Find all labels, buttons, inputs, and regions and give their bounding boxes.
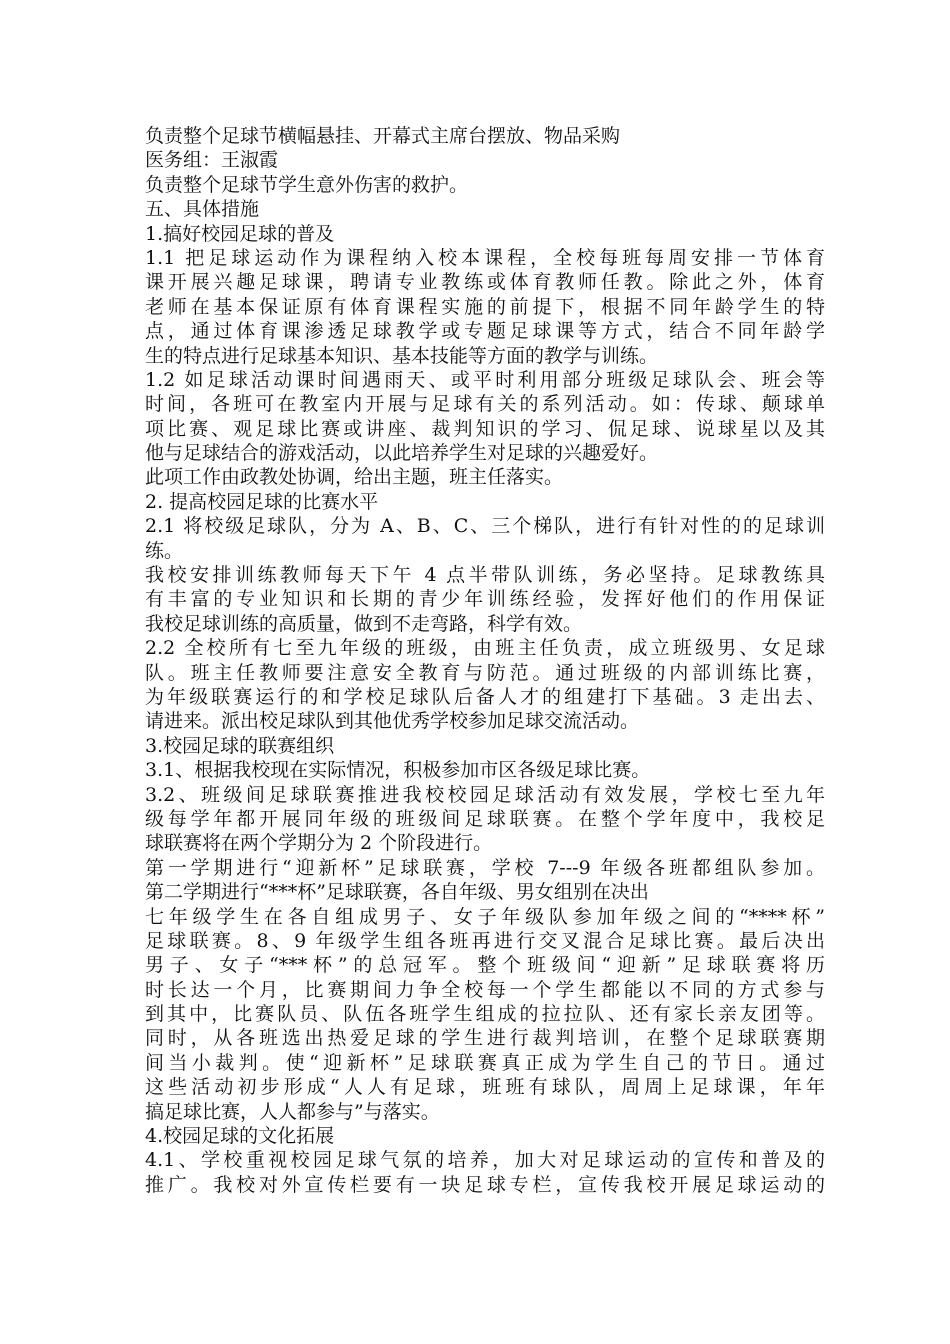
text-line: 负责整个足球节学生意外伤害的救护。 bbox=[145, 173, 469, 196]
text-line: 这些活动初步形成“人人有足球，班班有球队，周周上足球课，年年 bbox=[145, 1076, 825, 1099]
text-line: 3.1、根据我校现在实际情况，积极参加市区各级足球比赛。 bbox=[145, 759, 651, 782]
text-line: 时长达一个月，比赛期间力争全校每一个学生都能以不同的方式参与 bbox=[145, 978, 825, 1001]
text-line: 2. 提高校园足球的比赛水平 bbox=[145, 490, 379, 513]
text-line: 2.1 将校级足球队，分为 A、B、C、三个梯队，进行有针对性的的足球训 bbox=[145, 515, 825, 538]
text-line: 同时，从各班选出热爱足球的学生进行裁判培训，在整个足球联赛期 bbox=[145, 1027, 825, 1050]
text-line: 4.1、学校重视校园足球气氛的培养，加大对足球运动的宣传和普及的 bbox=[145, 1149, 825, 1172]
text-line: 项比赛、观足球比赛或讲座、裁判知识的学习、侃足球、说球星以及其 bbox=[145, 417, 825, 440]
text-line: 推广。我校对外宣传栏要有一块足球专栏，宣传我校开展足球运动的 bbox=[145, 1173, 825, 1196]
text-line: 医务组：王淑霞 bbox=[145, 149, 279, 172]
text-line: 老师在基本保证原有体育课程实施的前提下，根据不同年龄学生的特 bbox=[145, 295, 825, 318]
text-line: 为年级联赛运行的和学校足球队后备人才的组建打下基础。3 走出去、 bbox=[145, 685, 825, 708]
text-line: 队。班主任教师要注意安全教育与防范。通过班级的内部训练比赛， bbox=[145, 661, 825, 684]
text-line: 我校足球训练的高质量，做到不走弯路，科学有效。 bbox=[145, 612, 583, 635]
text-line: 此项工作由政教处协调，给出主题，班主任落实。 bbox=[145, 466, 564, 489]
text-line: 课开展兴趣足球课，聘请专业教练或体育教师任教。除此之外，体育 bbox=[145, 271, 825, 294]
text-line: 我校安排训练教师每天下午 4 点半带队训练，务必坚持。足球教练具 bbox=[145, 564, 825, 587]
text-line: 到其中，比赛队员、队伍各班学生组成的拉拉队、还有家长亲友团等。 bbox=[145, 1003, 825, 1026]
text-line: 1.搞好校园足球的普及 bbox=[145, 222, 335, 245]
text-line: 第一学期进行“迎新杯”足球联赛，学校 7---9 年级各班都组队参加。 bbox=[145, 856, 825, 879]
text-line: 足球联赛。8、9 年级学生组各班再进行交叉混合足球比赛。最后决出 bbox=[145, 929, 825, 952]
text-line: 七年级学生在各自组成男子、女子年级队参加年级之间的“****杯” bbox=[145, 905, 825, 928]
text-line: 1.2 如足球活动课时间遇雨天、或平时利用部分班级足球队会、班会等 bbox=[145, 368, 825, 391]
text-line: 第二学期进行“***杯”足球联赛，各自年级、男女组别在决出 bbox=[145, 881, 649, 904]
text-line: 生的特点进行足球基本知识、基本技能等方面的教学与训练。 bbox=[145, 344, 659, 367]
text-line: 球联赛将在两个学期分为 2 个阶段进行。 bbox=[145, 832, 493, 855]
text-line: 男子、女子“***杯”的总冠军。整个班级间“迎新”足球联赛将历 bbox=[145, 954, 825, 977]
text-line: 时间，各班可在教室内开展与足球有关的系列活动。如：传球、颠球单 bbox=[145, 393, 825, 416]
text-line: 级每学年都开展同年级的班级间足球联赛。在整个学年度中，我校足 bbox=[145, 807, 825, 830]
text-line: 3.2、班级间足球联赛推进我校校园足球活动有效发展，学校七至九年 bbox=[145, 783, 825, 806]
text-line: 2.2 全校所有七至九年级的班级，由班主任负责，成立班级男、女足球 bbox=[145, 637, 825, 660]
text-line: 点，通过体育课渗透足球教学或专题足球课等方式，结合不同年龄学 bbox=[145, 320, 825, 343]
text-line: 4.校园足球的文化拓展 bbox=[145, 1125, 335, 1148]
text-line: 负责整个足球节横幅悬挂、开幕式主席台摆放、物品采购 bbox=[145, 125, 621, 147]
text-line: 1.1 把足球运动作为课程纳入校本课程，全校每班每周安排一节体育 bbox=[145, 246, 825, 269]
text-line: 间当小裁判。使“迎新杯”足球联赛真正成为学生自己的节日。通过 bbox=[145, 1051, 825, 1074]
text-line: 他与足球结合的游戏活动，以此培养学生对足球的兴趣爱好。 bbox=[145, 442, 659, 465]
text-line: 搞足球比赛，人人都参与”与落实。 bbox=[145, 1100, 440, 1123]
text-line: 3.校园足球的联赛组织 bbox=[145, 734, 335, 757]
text-line: 有丰富的专业知识和长期的青少年训练经验，发挥好他们的作用保证 bbox=[145, 588, 825, 611]
text-line: 请进来。派出校足球队到其他优秀学校参加足球交流活动。 bbox=[145, 710, 640, 733]
text-line: 五、具体措施 bbox=[145, 198, 260, 221]
document-body bbox=[145, 124, 825, 1197]
text-line: 练。 bbox=[145, 539, 184, 562]
